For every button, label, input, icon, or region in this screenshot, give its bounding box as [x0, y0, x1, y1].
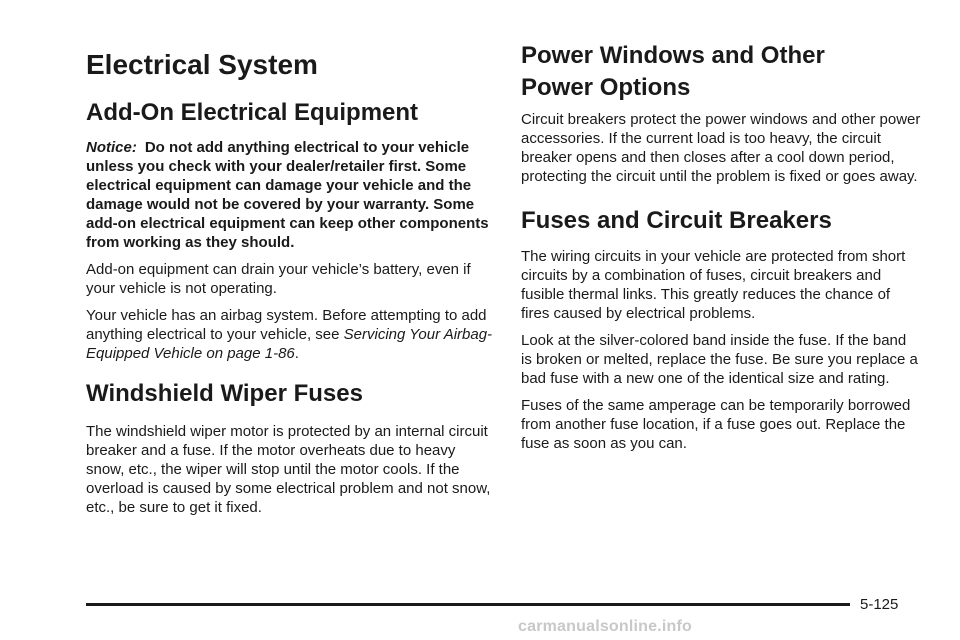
section-title: Electrical System [86, 49, 318, 80]
watermark: carmanualsonline.info [518, 618, 693, 635]
fuses-paragraph-1: The wiring circuits in your vehicle are protected from short circuits by a combination of fuses, circuit breakers and fusible thermal links. This greatly reduces the chance of fires caused by electrical problems. [521, 248, 906, 322]
wiper-paragraph: The windshield wiper motor is protected by an internal circuit breaker and a fuse. If the motor overheats due to heavy snow, etc., the wiper will stop until the motor cools. If the overload is caused by some electrical problem and not snow, etc., be sure to get it fixed. [86, 423, 491, 516]
page-number: 5-125 [860, 596, 899, 613]
wiper-heading: Windshield Wiper Fuses [86, 380, 363, 407]
power-heading-line-2: Power Options [521, 74, 691, 101]
right-column [521, 40, 921, 453]
addon-heading: Add-On Electrical Equipment [86, 99, 419, 126]
airbag-page-reference: Servicing Your Airbag-Equipped Vehicle on page 1-86 [86, 326, 493, 362]
addon-paragraph-2-prefix: Your vehicle has an airbag system. Before attempting to add anything electrical to your vehicle, see [86, 307, 487, 343]
footer-rule [86, 603, 850, 606]
fuses-heading: Fuses and Circuit Breakers [521, 207, 832, 234]
fuses-paragraph-3: Fuses of the same amperage can be temporarily borrowed from another fuse location, if a fuse goes out. Replace the fuse as soon as you can. [521, 397, 911, 452]
addon-paragraph-2-suffix: . [294, 345, 299, 362]
power-heading-line-1: Power Windows and Other [521, 42, 825, 69]
fuses-paragraph-2: Look at the silver-colored band inside the fuse. If the band is broken or melted, replace the fuse. Be sure you replace a bad fuse with a new one of the identical size and rating. [521, 332, 918, 387]
left-column [86, 40, 494, 517]
notice-paragraph [86, 138, 494, 252]
addon-paragraph-2 [86, 306, 494, 363]
addon-paragraph-1: Add-on equipment can drain your vehicle’s battery, even if your vehicle is not operating. [86, 261, 471, 297]
power-paragraph: Circuit breakers protect the power windows and other power accessories. If the current load is too heavy, the circuit breaker opens and then closes after a cool down period, protecting the circuit until the problem is fixed or goes away. [521, 111, 921, 185]
notice-label: Notice: [86, 139, 137, 156]
power-heading [521, 40, 921, 104]
notice-text: Do not add anything electrical to your vehicle unless you check with your dealer/retailer first. Some electrical equipment can damage your vehicle and the damage would not be covered by your warranty. Some add-on electrical equipment can keep other components from working as they should. [86, 139, 489, 251]
